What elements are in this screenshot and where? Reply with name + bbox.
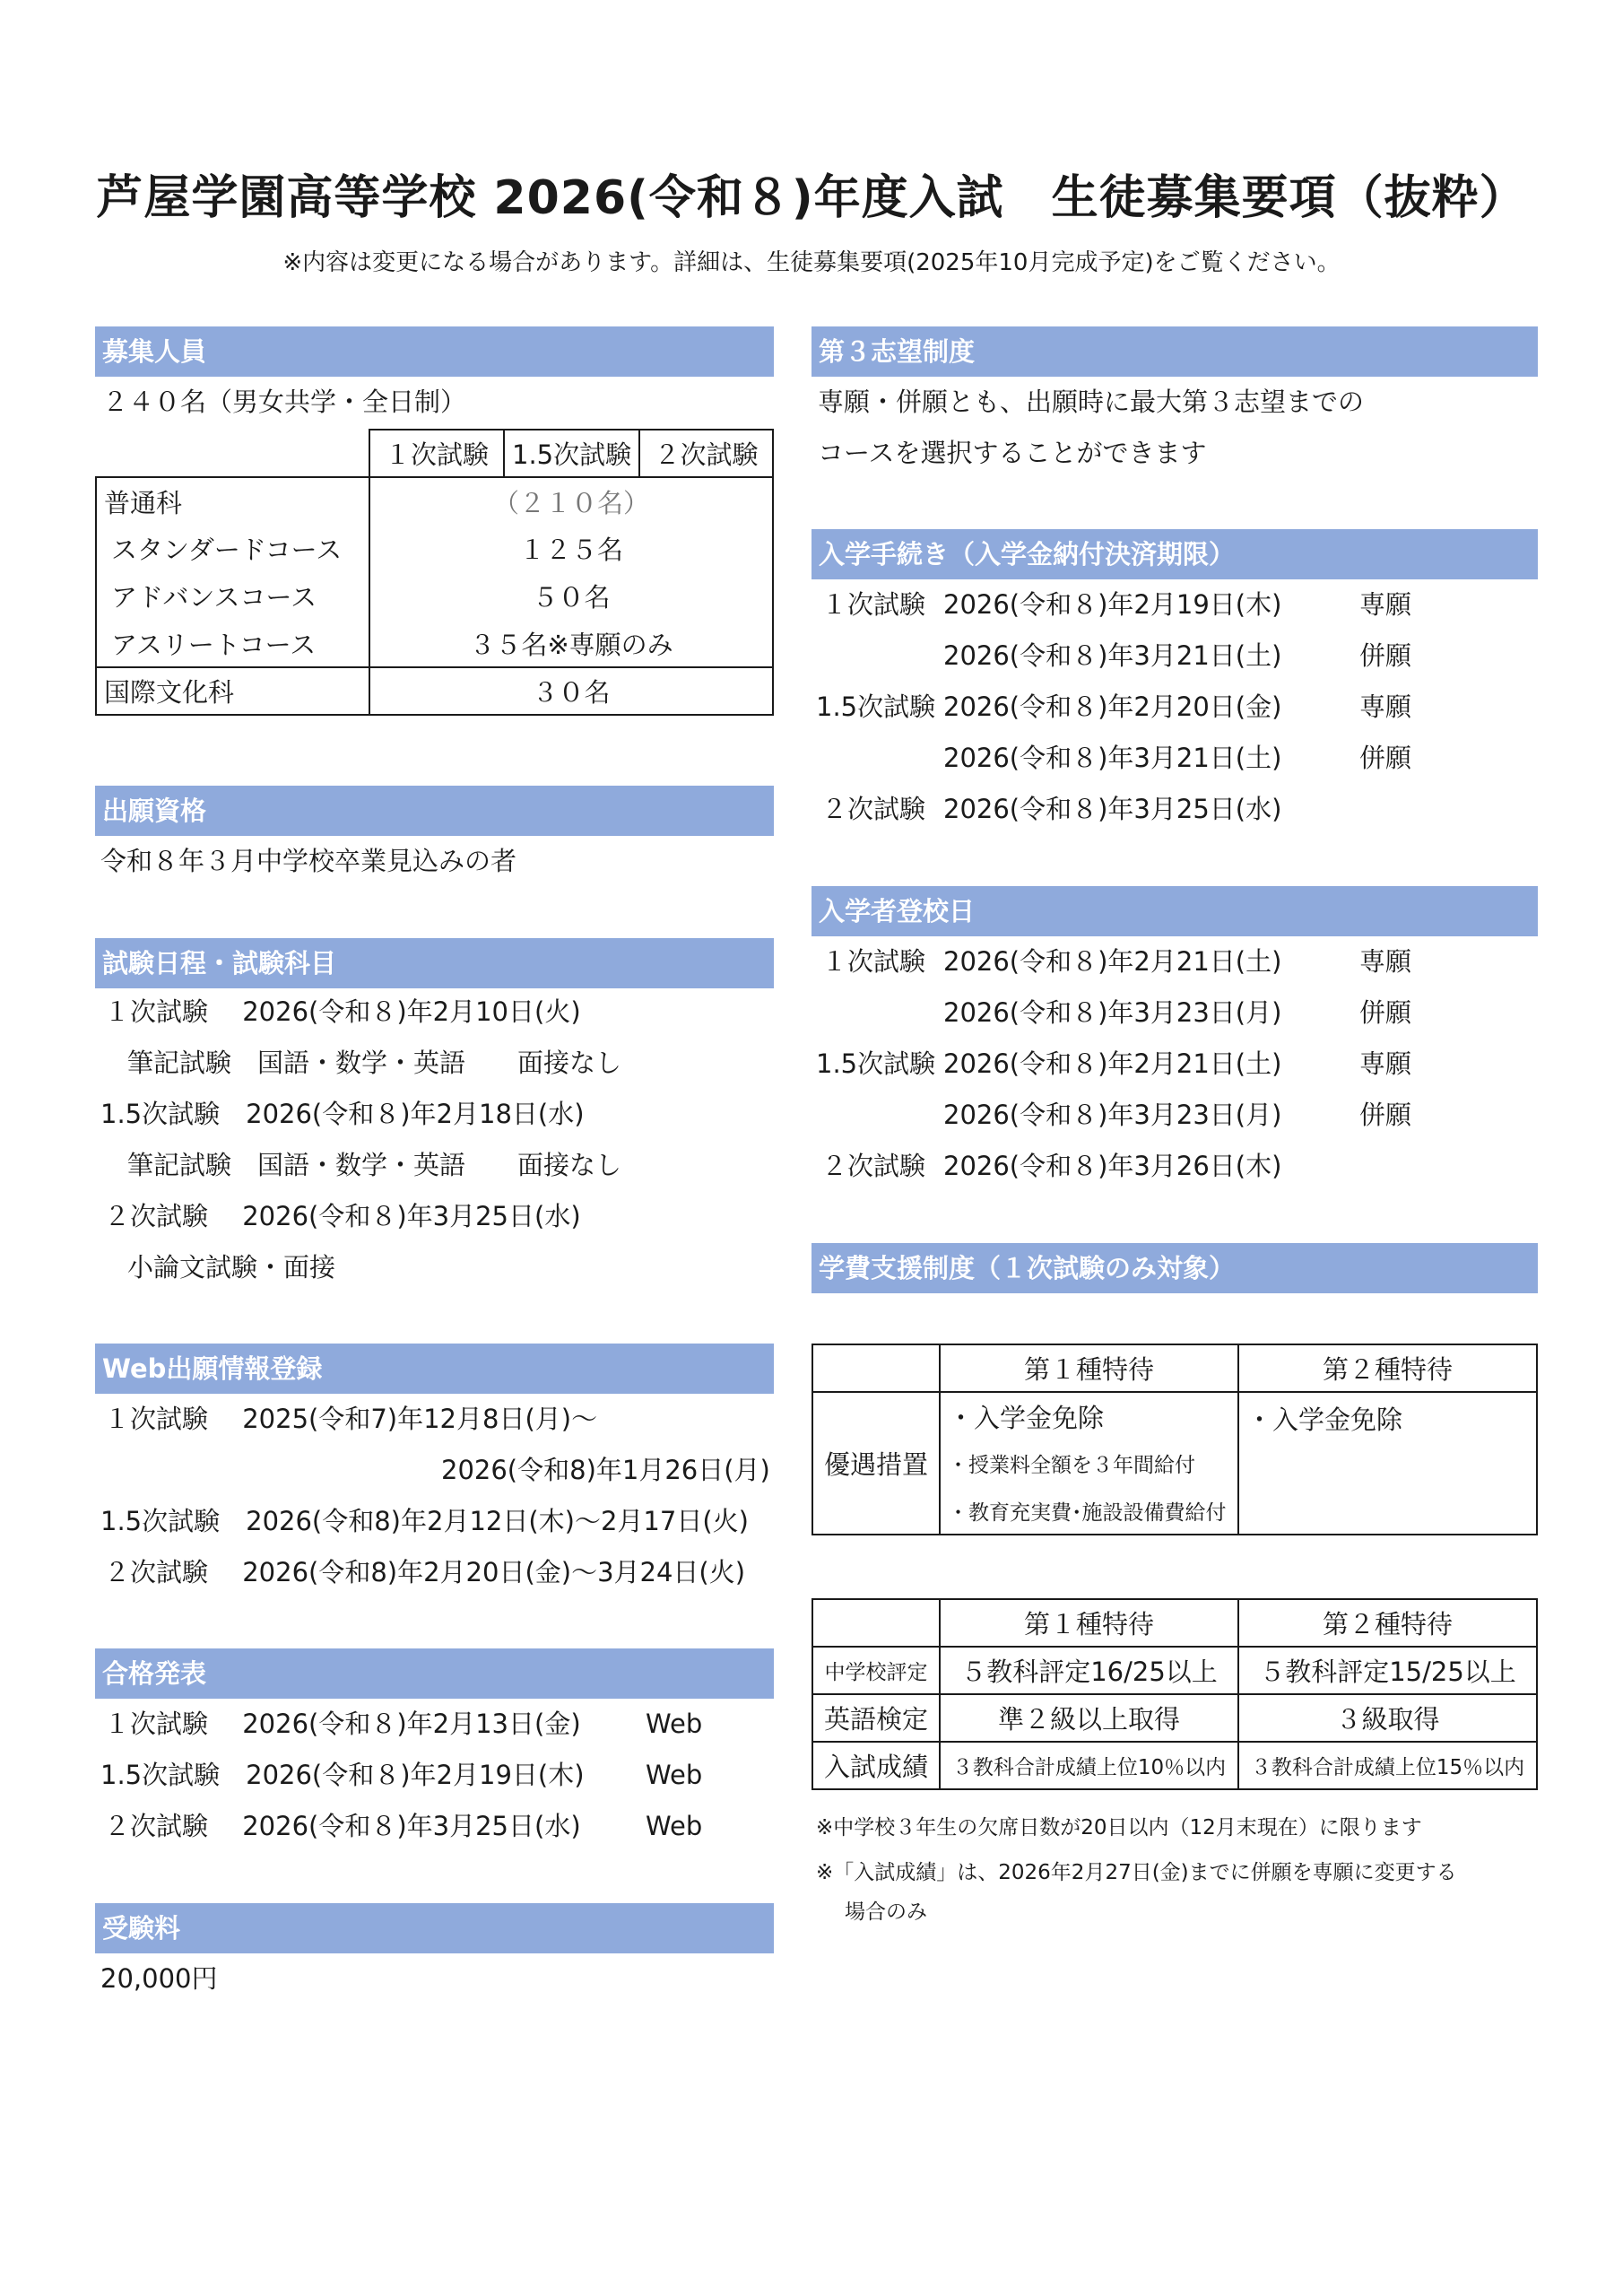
support-note-3: 場合のみ	[845, 1900, 927, 1924]
advance-label: アドバンスコース	[96, 572, 369, 620]
criteria-col-1: 第１種特待	[940, 1599, 1238, 1647]
third-line-2: コースを選択することができます	[818, 438, 1207, 468]
registration-date: 2026(令和８)年3月23日(月)	[943, 1100, 1282, 1130]
standard-label: スタンダードコース	[96, 525, 369, 572]
criteria-cell: 準２級以上取得	[940, 1694, 1238, 1742]
registration-type: 併願	[1359, 997, 1412, 1028]
registration-exam: 1.5次試験	[816, 1048, 936, 1079]
benefit-label: 優遇措置	[812, 1392, 940, 1535]
result-via-3: Web	[646, 1811, 703, 1841]
fee-text: 20,000円	[100, 1963, 218, 1994]
advance-count: ５０名	[369, 572, 773, 620]
web-row-3: ２次試験 2026(令和8)年2月20日(金)～3月24日(火)	[104, 1557, 746, 1587]
procedure-date: 2026(令和８)年3月21日(土)	[943, 640, 1282, 671]
section-header-support: 学費支援制度（１次試験のみ対象）	[812, 1243, 1538, 1293]
criteria-cell: ３教科合計成績上位10％以内	[940, 1742, 1238, 1789]
benefit-col-2: 第２種特待	[1238, 1344, 1537, 1392]
section-header-procedure: 入学手続き（入学金納付決済期限）	[812, 529, 1538, 579]
procedure-date: 2026(令和８)年2月19日(木)	[943, 589, 1282, 620]
criteria-row-label: 英語検定	[812, 1694, 940, 1742]
procedure-exam: １次試験	[821, 589, 926, 620]
section-header-result: 合格発表	[95, 1648, 774, 1699]
procedure-date: 2026(令和８)年2月20日(金)	[943, 691, 1282, 722]
qualification-text: 令和８年３月中学校卒業見込みの者	[100, 846, 517, 876]
futsu-total: （２１０名）	[369, 477, 773, 525]
section-header-registration: 入学者登校日	[812, 886, 1538, 936]
result-row-2: 1.5次試験 2026(令和８)年2月19日(木)	[100, 1760, 585, 1790]
recruit-summary: ２４０名（男女共学・全日制）	[102, 387, 467, 417]
section-header-schedule: 試験日程・試験科目	[95, 938, 774, 988]
registration-date: 2026(令和８)年3月23日(月)	[943, 997, 1282, 1028]
support-criteria-table	[812, 1598, 1538, 1790]
section-header-qualification: 出願資格	[95, 786, 774, 836]
procedure-exam: ２次試験	[821, 794, 926, 824]
criteria-row-label: 入試成績	[812, 1742, 940, 1789]
schedule-subjects-3: 小論文試験・面接	[127, 1252, 336, 1283]
result-row-1: １次試験 2026(令和８)年2月13日(金)	[104, 1709, 581, 1739]
support-note-1: ※中学校３年生の欠席日数が20日以内（12月末現在）に限ります	[816, 1816, 1422, 1839]
page-note: ※内容は変更になる場合があります。詳細は、生徒募集要項(2025年10月完成予定)をご覧ください。	[282, 249, 1341, 276]
registration-type: 専願	[1359, 1048, 1412, 1079]
benefit-2-a: ・入学金免除	[1238, 1392, 1537, 1535]
section-header-web: Web出願情報登録	[95, 1344, 774, 1394]
procedure-exam: 1.5次試験	[816, 691, 936, 722]
criteria-col-2: 第２種特待	[1238, 1599, 1537, 1647]
schedule-row-1: １次試験 2026(令和８)年2月10日(火)	[104, 996, 581, 1027]
criteria-cell: ５教科評定15/25以上	[1238, 1647, 1537, 1694]
schedule-row-2: 1.5次試験 2026(令和８)年2月18日(水)	[100, 1099, 585, 1129]
registration-date: 2026(令和８)年3月26日(木)	[943, 1151, 1282, 1181]
section-header-third: 第３志望制度	[812, 326, 1538, 377]
procedure-type: 専願	[1359, 691, 1412, 722]
support-note-2: ※「入試成績」は、2026年2月27日(金)までに併願を専願に変更する	[816, 1861, 1457, 1884]
schedule-subjects-1: 筆記試験 国語・数学・英語 面接なし	[127, 1048, 622, 1078]
third-line-1: 専願・併願とも、出願時に最大第３志望までの	[818, 387, 1365, 417]
procedure-type: 専願	[1359, 589, 1412, 620]
web-row-1-end: 2026(令和8)年1月26日(月)	[441, 1455, 770, 1485]
athlete-count: ３５名※専願のみ	[369, 620, 773, 667]
support-benefit-table	[812, 1344, 1538, 1535]
criteria-row-label: 中学校評定	[812, 1647, 940, 1694]
section-header-fee: 受験料	[95, 1903, 774, 1953]
web-row-2: 1.5次試験 2026(令和8)年2月12日(木)～2月17日(火)	[100, 1506, 749, 1536]
result-row-3: ２次試験 2026(令和８)年3月25日(水)	[104, 1811, 581, 1841]
kokusai-label: 国際文化科	[96, 667, 369, 715]
procedure-date: 2026(令和８)年3月21日(土)	[943, 743, 1282, 773]
benefit-1-a: ・入学金免除	[940, 1392, 1238, 1439]
standard-count: １２５名	[369, 525, 773, 572]
athlete-label: アスリートコース	[96, 620, 369, 667]
recruit-table	[95, 429, 774, 716]
procedure-type: 併願	[1359, 640, 1412, 671]
criteria-cell: ３教科合計成績上位15％以内	[1238, 1742, 1537, 1789]
futsu-label: 普通科	[96, 477, 369, 525]
criteria-cell: ５教科評定16/25以上	[940, 1647, 1238, 1694]
procedure-date: 2026(令和８)年3月25日(水)	[943, 794, 1282, 824]
section-header-recruit: 募集人員	[95, 326, 774, 377]
benefit-col-1: 第１種特待	[940, 1344, 1238, 1392]
registration-type: 併願	[1359, 1100, 1412, 1130]
registration-date: 2026(令和８)年2月21日(土)	[943, 1048, 1282, 1079]
procedure-type: 併願	[1359, 743, 1412, 773]
web-row-1: １次試験 2025(令和7)年12月8日(月)～	[104, 1404, 598, 1434]
benefit-1-c: ・教育充実費･施設設備費給付	[940, 1487, 1238, 1535]
result-via-1: Web	[646, 1709, 703, 1739]
registration-date: 2026(令和８)年2月21日(土)	[943, 946, 1282, 977]
registration-type: 専願	[1359, 946, 1412, 977]
col-exam15: 1.5次試験	[504, 430, 639, 477]
kokusai-count: ３０名	[369, 667, 773, 715]
benefit-1-b: ・授業料全額を３年間給付	[940, 1439, 1238, 1487]
registration-exam: ２次試験	[821, 1151, 926, 1181]
result-via-2: Web	[646, 1760, 703, 1790]
registration-exam: １次試験	[821, 946, 926, 977]
criteria-cell: ３級取得	[1238, 1694, 1537, 1742]
col-exam1: １次試験	[369, 430, 504, 477]
page-title: 芦屋学園高等学校 2026(令和８)年度入試 生徒募集要項（抜粋）	[96, 171, 1527, 225]
schedule-row-3: ２次試験 2026(令和８)年3月25日(水)	[104, 1201, 581, 1231]
schedule-subjects-2: 筆記試験 国語・数学・英語 面接なし	[127, 1150, 622, 1180]
col-exam2: ２次試験	[639, 430, 773, 477]
